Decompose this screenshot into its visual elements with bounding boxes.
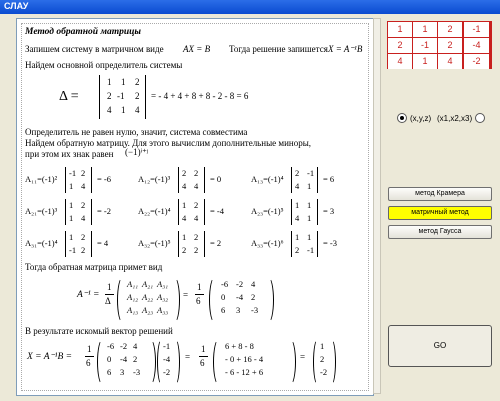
adjnum-paren-left (209, 277, 220, 323)
grid-cell[interactable]: 4 (438, 54, 462, 69)
minor-label: A₁₂=(-1)³ (138, 174, 171, 184)
minor-cell: 4 (81, 213, 86, 223)
minor-result: = 6 (323, 174, 335, 184)
solution-panel (16, 18, 374, 396)
minor-cell: 2 (194, 200, 199, 210)
minor-cell: 1 (307, 181, 312, 191)
minor-cell: 2 (194, 245, 199, 255)
inverse-label: A⁻¹ = (77, 290, 100, 300)
minor-cell: -1 (307, 168, 315, 178)
adj-sym-cell: A₃₂ (157, 292, 169, 302)
sign-formula: (−1)ⁱ⁺ʲ (125, 147, 149, 157)
minor-cell: 2 (295, 245, 300, 255)
x-vector-cell: 2 (320, 354, 325, 364)
minor-cell: 4 (194, 181, 199, 191)
x-vector-cell: -2 (320, 367, 328, 377)
frac-line (105, 294, 114, 295)
adj-num-cell: -3 (251, 305, 259, 315)
minor-cell: 2 (194, 168, 199, 178)
radio-xyz-label: (x,y,z) (410, 113, 432, 123)
grid-cell[interactable]: 4 (388, 54, 412, 69)
adjnum-paren-right (263, 277, 274, 323)
product-cell: 6 + 8 - 8 (225, 341, 254, 351)
sol-matrix-cell: 3 (120, 367, 125, 377)
grid-cell[interactable]: 1 (413, 54, 437, 69)
minor-cell: 4 (194, 213, 199, 223)
gauss-button[interactable]: метод Гаусса (388, 225, 492, 239)
title-bar (0, 0, 500, 14)
minor-result: = 2 (210, 238, 222, 248)
minor-bar-right (204, 231, 205, 257)
text-inverse-form: Тогда обратная матрица примет вид (25, 262, 163, 272)
text-main-det: Найдем основной определитель системы (25, 60, 183, 70)
minor-bar-left (178, 231, 179, 257)
minor-cell: -1 (69, 245, 77, 255)
minor-cell: -1 (307, 245, 315, 255)
grid-cell[interactable]: 1 (413, 22, 437, 37)
sol-matrix-cell: -6 (107, 341, 115, 351)
det-bar-right (145, 75, 146, 119)
cramer-button[interactable]: метод Крамера (388, 187, 492, 201)
frac-num: 1 (107, 282, 112, 292)
sol2-frac-line (199, 356, 208, 357)
x-vector-cell: 1 (320, 341, 325, 351)
minor-label: A₂₁=(-1)³ (25, 206, 58, 216)
sol-frac-line (85, 356, 94, 357)
b-vector-cell: -4 (163, 354, 171, 364)
minor-cell: 2 (81, 232, 86, 242)
frac-den-delta: Δ (105, 296, 111, 306)
minor-bar-right (91, 167, 92, 193)
minor-bar-left (178, 199, 179, 225)
text-inverse: Найдем обратную матрицу. Для этого вычислим дополнительные миноры, (25, 138, 312, 148)
frac-line-2 (195, 294, 204, 295)
minor-result: = 3 (323, 206, 335, 216)
minor-cell: 2 (81, 200, 86, 210)
minor-cell: 4 (182, 181, 187, 191)
minor-cell: 1 (69, 181, 74, 191)
sol-matrix-cell: -3 (133, 367, 141, 377)
eq-sign-3: = (300, 352, 306, 362)
minor-bar-right (317, 167, 318, 193)
adj-sym-cell: A₂₂ (142, 292, 154, 302)
adj-sym-cell: A₂₃ (142, 305, 154, 315)
minor-bar-right (204, 199, 205, 225)
text-solution: Тогда решение запишется (229, 44, 328, 54)
frac-den-six: 6 (196, 296, 201, 306)
sol-matrix-cell: -4 (120, 354, 128, 364)
product-cell: - 0 + 16 - 4 (225, 354, 264, 364)
minor-label: A₂₂=(-1)⁴ (138, 206, 171, 216)
minor-cell: 2 (81, 245, 86, 255)
sol-matrix-cell: 0 (107, 354, 112, 364)
adj-paren-right (169, 277, 180, 323)
solm-paren-right (145, 339, 156, 385)
radio-xyz[interactable] (397, 113, 431, 123)
minor-bar-left (178, 167, 179, 193)
minor-cell: 1 (182, 232, 187, 242)
det-bar-left (99, 75, 100, 119)
det-cell: 4 (107, 105, 112, 115)
radio-x1x2x3-dot[interactable] (475, 113, 485, 123)
minor-result: = -3 (323, 238, 337, 248)
adj-sym-cell: A₃₁ (157, 279, 169, 289)
sol-matrix-cell: 6 (107, 367, 112, 377)
eq-sign-2: = (185, 352, 191, 362)
matrix-method-button[interactable]: матричный метод (388, 206, 492, 220)
text-compatible: Определитель не равен нулю, значит, система совместима (25, 127, 248, 137)
det-cell: 1 (121, 77, 126, 87)
adj-sym-cell: A₁₂ (127, 292, 139, 302)
minor-result: = 4 (97, 238, 109, 248)
minor-cell: 1 (182, 200, 187, 210)
eq-ax-b: AX = B (183, 44, 211, 54)
grid-cell[interactable]: -2 (464, 54, 489, 69)
minor-cell: 1 (295, 232, 300, 242)
minor-bar-left (65, 167, 66, 193)
minor-cell: 1 (295, 200, 300, 210)
minor-bar-right (91, 231, 92, 257)
det-cell: 1 (107, 77, 112, 87)
eq-x-ainv-b: X = A⁻¹B (328, 44, 363, 54)
minor-bar-left (65, 231, 66, 257)
radio-x1x2x3[interactable] (437, 113, 485, 123)
minor-label: A₃₁=(-1)⁴ (25, 238, 58, 248)
minor-bar-left (291, 199, 292, 225)
det-cell: 4 (135, 105, 140, 115)
adj-sym-cell: A₃₃ (157, 305, 169, 315)
minor-cell: 2 (194, 232, 199, 242)
grid-cell[interactable]: -1 (413, 38, 437, 53)
grid-cell[interactable]: -4 (464, 38, 489, 53)
sol2-frac-den: 6 (200, 358, 205, 368)
adj-num-cell: 4 (251, 279, 256, 289)
text-matrix-form: Запишем систему в матричном виде (25, 44, 164, 54)
sol-matrix-cell: -2 (120, 341, 128, 351)
minor-label: A₂₃=(-1)⁵ (251, 206, 284, 216)
minor-cell: 2 (295, 168, 300, 178)
grid-cell[interactable]: -1 (464, 22, 489, 37)
minor-cell: 4 (182, 213, 187, 223)
minor-cell: 1 (307, 213, 312, 223)
minor-label: A₃₃=(-1)⁶ (251, 238, 284, 248)
sol2-frac-num: 1 (201, 344, 206, 354)
det-expression: = - 4 + 4 + 8 + 8 - 2 - 8 = 6 (151, 91, 249, 101)
minor-bar-right (91, 199, 92, 225)
radio-x1x2x3-label: (x1,x2,x3) (437, 113, 473, 123)
grid-cell[interactable]: 1 (388, 22, 412, 37)
minor-result: = 0 (210, 174, 222, 184)
minor-cell: 1 (307, 232, 312, 242)
adj-num-cell: 2 (251, 292, 256, 302)
det-cell: -1 (117, 91, 125, 101)
adj-num-cell: 0 (221, 292, 226, 302)
minor-result: = -2 (97, 206, 111, 216)
sol-frac-den: 6 (86, 358, 91, 368)
solution-label: X = A⁻¹B = (27, 352, 73, 362)
b-vector-cell: -2 (163, 367, 171, 377)
coefficient-grid (387, 21, 492, 69)
minor-cell: 4 (295, 213, 300, 223)
adj-num-cell: 6 (221, 305, 226, 315)
minor-cell: 1 (307, 200, 312, 210)
minor-cell: 2 (182, 168, 187, 178)
adj-num-cell: -4 (236, 292, 244, 302)
prod-paren-left (213, 339, 224, 385)
grid-cell[interactable]: 2 (438, 38, 462, 53)
minor-cell: 1 (69, 200, 74, 210)
minor-label: A₁₁=(-1)² (25, 174, 58, 184)
frac-num-2: 1 (197, 282, 202, 292)
minor-label: A₃₂=(-1)⁵ (138, 238, 171, 248)
minor-result: = -4 (210, 206, 224, 216)
minor-result: = -6 (97, 174, 111, 184)
text-result: В результате искомый вектор решений (25, 326, 173, 336)
minor-bar-right (317, 231, 318, 257)
det-cell: 2 (135, 77, 140, 87)
adj-sym-cell: A₁₃ (127, 305, 139, 315)
minor-bar-right (204, 167, 205, 193)
det-cell: 2 (135, 91, 140, 101)
minor-cell: 2 (182, 245, 187, 255)
vertical-scrollbar[interactable] (373, 18, 381, 394)
grid-cell[interactable]: 2 (388, 38, 412, 53)
text-sign: при этом их знак равен (25, 149, 114, 159)
adj-sym-cell: A₂₁ (142, 279, 154, 289)
sol-frac-num: 1 (87, 344, 92, 354)
minor-label: A₁₃=(-1)⁴ (251, 174, 284, 184)
window-title: СЛАУ (4, 1, 29, 11)
det-cell: 1 (121, 105, 126, 115)
method-heading: Метод обратной матрицы (25, 27, 141, 37)
minor-cell: 4 (295, 181, 300, 191)
minor-bar-left (291, 231, 292, 257)
adj-num-cell: 3 (236, 305, 241, 315)
go-button[interactable]: GO (388, 325, 492, 367)
delta-symbol: Δ = (59, 89, 79, 104)
sol-matrix-cell: 2 (133, 354, 138, 364)
b-vector-cell: -1 (163, 341, 171, 351)
adj-num-cell: -2 (236, 279, 244, 289)
grid-cell[interactable]: 2 (438, 22, 462, 37)
minor-cell: 1 (69, 232, 74, 242)
minor-cell: 1 (69, 213, 74, 223)
radio-xyz-dot[interactable] (397, 113, 407, 123)
x-paren-right (327, 339, 336, 385)
sol-matrix-cell: 4 (133, 341, 138, 351)
prod-paren-right (285, 339, 296, 385)
eq-sign: = (183, 290, 189, 300)
minor-bar-left (65, 199, 66, 225)
minor-bar-left (291, 167, 292, 193)
minor-cell: 4 (81, 181, 86, 191)
product-cell: - 6 - 12 + 6 (225, 367, 264, 377)
minor-cell: 2 (81, 168, 86, 178)
adj-num-cell: -6 (221, 279, 229, 289)
minor-cell: -1 (69, 168, 77, 178)
det-cell: 2 (107, 91, 112, 101)
bvec-paren-right (171, 339, 180, 385)
adj-sym-cell: A₁₁ (127, 279, 139, 289)
minor-bar-right (317, 199, 318, 225)
